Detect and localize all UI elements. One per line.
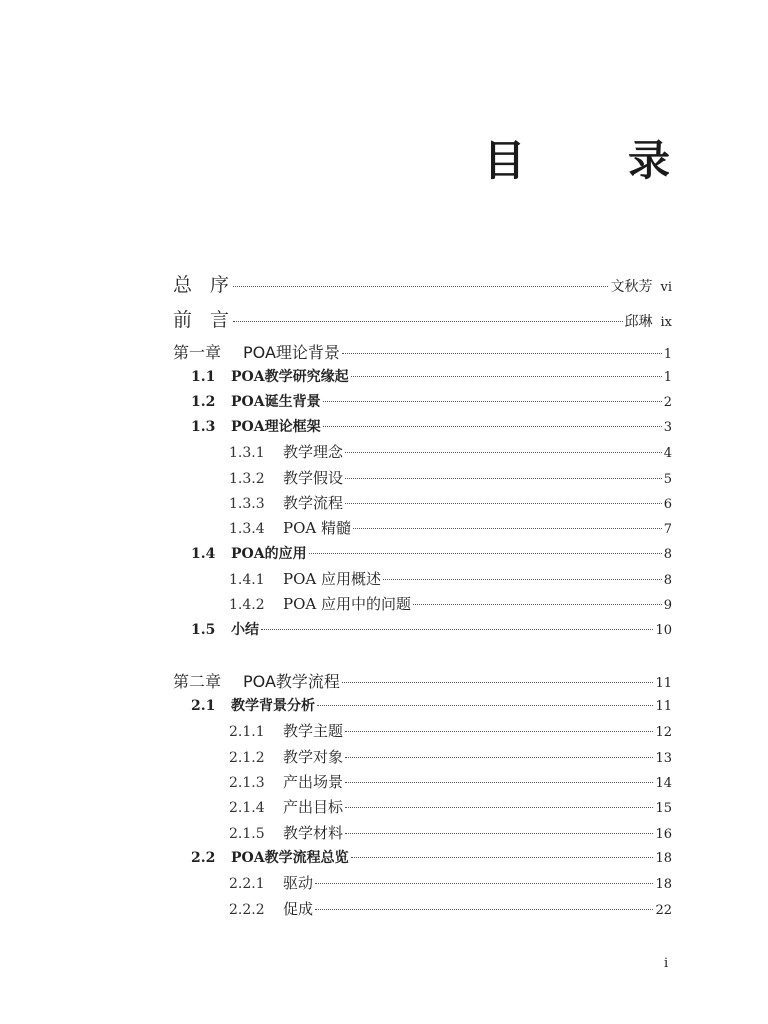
toc-subsection-1-4-1[interactable] bbox=[173, 568, 672, 590]
subsection-title: 促成 bbox=[283, 900, 314, 918]
toc-entry-title: 总序 bbox=[173, 274, 248, 296]
dot-leader bbox=[345, 757, 653, 758]
toc-entry-page: ix bbox=[660, 315, 672, 330]
subsection-number: 2.1.3 bbox=[229, 775, 265, 791]
toc-entry-page: 11 bbox=[655, 676, 672, 691]
dot-leader bbox=[323, 426, 662, 427]
subsection-title: 教学材料 bbox=[283, 824, 344, 842]
dot-leader bbox=[345, 833, 653, 834]
toc-subsection-2-1-3[interactable] bbox=[173, 771, 672, 793]
section-title: POA教学流程总览 bbox=[231, 850, 349, 866]
subsection-number: 1.3.3 bbox=[229, 496, 265, 512]
subsection-number: 1.3.2 bbox=[229, 471, 265, 487]
subsection-number: 1.4.1 bbox=[229, 572, 265, 588]
toc-entry-page: 7 bbox=[663, 522, 672, 537]
subsection-title: POA 应用概述 bbox=[283, 570, 381, 588]
toc-section-2-1[interactable] bbox=[173, 695, 672, 717]
toc-subsection-2-2-2[interactable] bbox=[173, 898, 672, 920]
dot-leader bbox=[315, 883, 653, 884]
dot-leader bbox=[315, 909, 653, 910]
toc-entry-page: 15 bbox=[655, 801, 672, 816]
toc-entry-page: vi bbox=[660, 280, 672, 295]
dot-leader bbox=[317, 705, 653, 706]
toc-section-1-1[interactable] bbox=[173, 366, 672, 388]
subsection-number: 1.3.4 bbox=[229, 521, 265, 537]
dot-leader bbox=[351, 857, 654, 858]
subsection-number: 2.1.2 bbox=[229, 750, 265, 766]
toc-section-1-4[interactable] bbox=[173, 543, 672, 565]
dot-leader bbox=[233, 321, 622, 322]
subsection-title: 产出场景 bbox=[283, 773, 344, 791]
page-number: i bbox=[664, 956, 669, 971]
chapter-title: POA教学流程 bbox=[243, 672, 340, 691]
section-number: 1.4 bbox=[191, 546, 216, 562]
section-title: POA诞生背景 bbox=[231, 394, 321, 410]
toc-subsection-2-1-2[interactable] bbox=[173, 746, 672, 768]
toc-entry-page: 8 bbox=[663, 573, 672, 588]
toc-entry-author: 邱琳 bbox=[624, 314, 653, 330]
chapter-title: POA理论背景 bbox=[243, 343, 340, 362]
toc-section-2-2[interactable] bbox=[173, 847, 672, 869]
toc-entry-page: 3 bbox=[663, 420, 672, 435]
subsection-number: 1.4.2 bbox=[229, 597, 265, 613]
subsection-number: 2.1.5 bbox=[229, 826, 265, 842]
dot-leader bbox=[323, 401, 662, 402]
dot-leader bbox=[353, 528, 662, 529]
toc-entry-page: 13 bbox=[655, 751, 672, 766]
dot-leader bbox=[345, 452, 662, 453]
section-number: 2.2 bbox=[191, 850, 216, 866]
toc-entry-page: 11 bbox=[655, 699, 672, 714]
toc-entry-page: 14 bbox=[655, 776, 672, 791]
dot-leader bbox=[342, 353, 662, 354]
dot-leader bbox=[261, 629, 653, 630]
toc-subsection-1-3-1[interactable] bbox=[173, 441, 672, 463]
subsection-title: 产出目标 bbox=[283, 798, 344, 816]
toc-subsection-1-3-2[interactable] bbox=[173, 467, 672, 489]
subsection-title: 教学理念 bbox=[283, 443, 344, 461]
dot-leader bbox=[413, 604, 662, 605]
toc-entry-page: 2 bbox=[663, 395, 672, 410]
subsection-title: POA 精髓 bbox=[283, 519, 351, 537]
toc-chapter-2[interactable] bbox=[173, 669, 672, 691]
toc-section-1-3[interactable] bbox=[173, 416, 672, 438]
dot-leader bbox=[233, 286, 608, 287]
section-title: POA教学研究缘起 bbox=[231, 369, 349, 385]
toc-entry-title: 前言 bbox=[173, 309, 248, 331]
page-title: 目 录 bbox=[483, 136, 714, 185]
toc-entry-page: 1 bbox=[663, 370, 672, 385]
subsection-number: 2.1.4 bbox=[229, 800, 265, 816]
section-number: 1.5 bbox=[191, 622, 216, 638]
toc-subsection-2-1-5[interactable] bbox=[173, 822, 672, 844]
toc-entry-page: 6 bbox=[663, 497, 672, 512]
toc-entry-page: 10 bbox=[655, 623, 672, 638]
subsection-title: 教学流程 bbox=[283, 494, 344, 512]
subsection-title: 教学假设 bbox=[283, 469, 344, 487]
subsection-number: 2.2.2 bbox=[229, 902, 265, 918]
toc-entry-page: 8 bbox=[663, 547, 672, 562]
dot-leader bbox=[342, 682, 654, 683]
toc-section-1-2[interactable] bbox=[173, 391, 672, 413]
subsection-number: 2.2.1 bbox=[229, 876, 265, 892]
dot-leader bbox=[345, 731, 653, 732]
toc-entry-page: 12 bbox=[655, 725, 672, 740]
toc-entry-page: 9 bbox=[663, 598, 672, 613]
toc-entry-author: 文秋芳 bbox=[610, 279, 653, 295]
section-number: 1.1 bbox=[191, 369, 216, 385]
toc-subsection-1-3-3[interactable] bbox=[173, 492, 672, 514]
dot-leader bbox=[345, 807, 653, 808]
subsection-title: 教学主题 bbox=[283, 722, 344, 740]
toc-entry-page: 18 bbox=[655, 851, 672, 866]
dot-leader bbox=[345, 782, 653, 783]
section-number: 1.3 bbox=[191, 419, 216, 435]
dot-leader bbox=[345, 478, 662, 479]
section-number: 1.2 bbox=[191, 394, 216, 410]
toc-entry-page: 5 bbox=[663, 472, 672, 487]
toc-entry-page: 4 bbox=[663, 446, 672, 461]
toc-entry-foreword[interactable] bbox=[173, 305, 672, 331]
subsection-title: 教学对象 bbox=[283, 748, 344, 766]
dot-leader bbox=[309, 553, 662, 554]
section-title: POA的应用 bbox=[231, 546, 307, 562]
toc-subsection-2-2-1[interactable] bbox=[173, 872, 672, 894]
toc-entry-page: 1 bbox=[663, 347, 672, 362]
toc-entry-page: 16 bbox=[655, 827, 672, 842]
chapter-number: 第二章 bbox=[173, 672, 222, 691]
dot-leader bbox=[383, 579, 662, 580]
toc-entry-page: 18 bbox=[655, 877, 672, 892]
subsection-number: 2.1.1 bbox=[229, 724, 265, 740]
section-title: POA理论框架 bbox=[231, 419, 321, 435]
chapter-number: 第一章 bbox=[173, 343, 222, 362]
toc-entry-preface[interactable] bbox=[173, 270, 672, 296]
section-title: 小结 bbox=[231, 622, 259, 638]
dot-leader bbox=[351, 376, 662, 377]
section-title: 教学背景分析 bbox=[231, 698, 315, 714]
toc-entry-page: 22 bbox=[655, 903, 672, 918]
subsection-number: 1.3.1 bbox=[229, 445, 265, 461]
toc-subsection-1-4-2[interactable] bbox=[173, 593, 672, 615]
section-number: 2.1 bbox=[191, 698, 216, 714]
toc-subsection-2-1-1[interactable] bbox=[173, 720, 672, 742]
toc-section-1-5[interactable] bbox=[173, 619, 672, 641]
subsection-title: POA 应用中的问题 bbox=[283, 595, 411, 613]
subsection-title: 驱动 bbox=[283, 874, 314, 892]
toc-chapter-1[interactable] bbox=[173, 340, 672, 362]
toc-subsection-1-3-4[interactable] bbox=[173, 517, 672, 539]
toc-subsection-2-1-4[interactable] bbox=[173, 796, 672, 818]
dot-leader bbox=[345, 503, 662, 504]
